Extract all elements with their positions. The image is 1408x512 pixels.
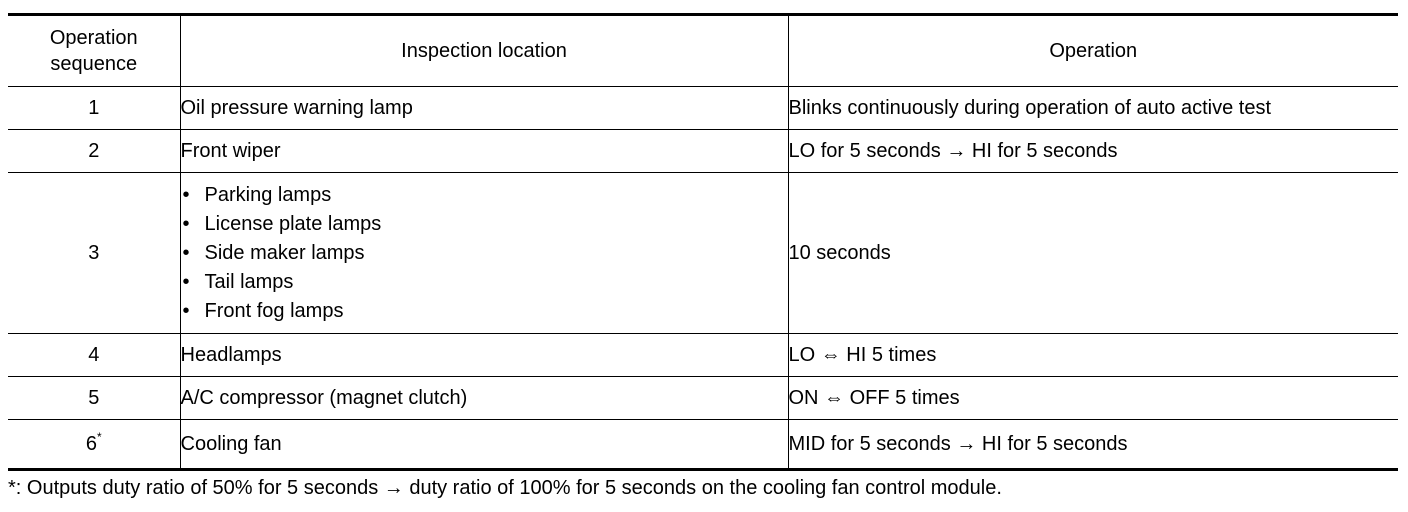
operation-sequence-table [8, 13, 1398, 471]
table-row [8, 87, 1398, 130]
table-row [8, 334, 1398, 377]
footnote: *: Outputs duty ratio of 50% for 5 seconds → duty ratio of 100% for 5 seconds on the cooling fan control module. [8, 477, 1002, 499]
list-item: • Parking lamps [181, 181, 788, 210]
header-sequence-line2: sequence [50, 53, 138, 75]
row-operation: 10 seconds [788, 173, 1398, 334]
row-location: Headlamps [180, 334, 788, 377]
list-item: • Side maker lamps [181, 239, 788, 268]
row-operation: Blinks continuously during operation of auto active test [788, 87, 1398, 130]
row-operation: LO for 5 seconds → HI for 5 seconds [788, 130, 1398, 173]
footnote-marker: * [96, 429, 102, 444]
list-item: • License plate lamps [181, 210, 788, 239]
header-operation: Operation [788, 15, 1398, 87]
row-location: Cooling fan [180, 420, 788, 470]
header-sequence-line1: Operation [49, 27, 138, 49]
row-location: A/C compressor (magnet clutch) [180, 377, 788, 420]
list-item: • Tail lamps [181, 268, 788, 297]
row-sequence: 4 [8, 334, 180, 377]
header-operation-sequence [8, 15, 180, 87]
row-sequence: 1 [8, 87, 180, 130]
row-sequence: 3 [8, 173, 180, 334]
row-sequence-cell [8, 420, 180, 470]
lamp-list [181, 181, 788, 326]
row-operation: MID for 5 seconds → HI for 5 seconds [788, 420, 1398, 470]
row-sequence: 5 [8, 377, 180, 420]
table-row [8, 420, 1398, 470]
row-sequence: 6 [85, 432, 97, 455]
row-location: Front wiper [180, 130, 788, 173]
table-header-row [8, 15, 1398, 87]
row-operation: ON ⇔ OFF 5 times [788, 377, 1398, 420]
row-location-list [180, 173, 788, 334]
row-location: Oil pressure warning lamp [180, 87, 788, 130]
row-operation: LO ⇔ HI 5 times [788, 334, 1398, 377]
row-sequence: 2 [8, 130, 180, 173]
table-row [8, 130, 1398, 173]
table-row [8, 173, 1398, 334]
header-inspection-location: Inspection location [180, 15, 788, 87]
table-row [8, 377, 1398, 420]
list-item: • Front fog lamps [181, 297, 788, 326]
